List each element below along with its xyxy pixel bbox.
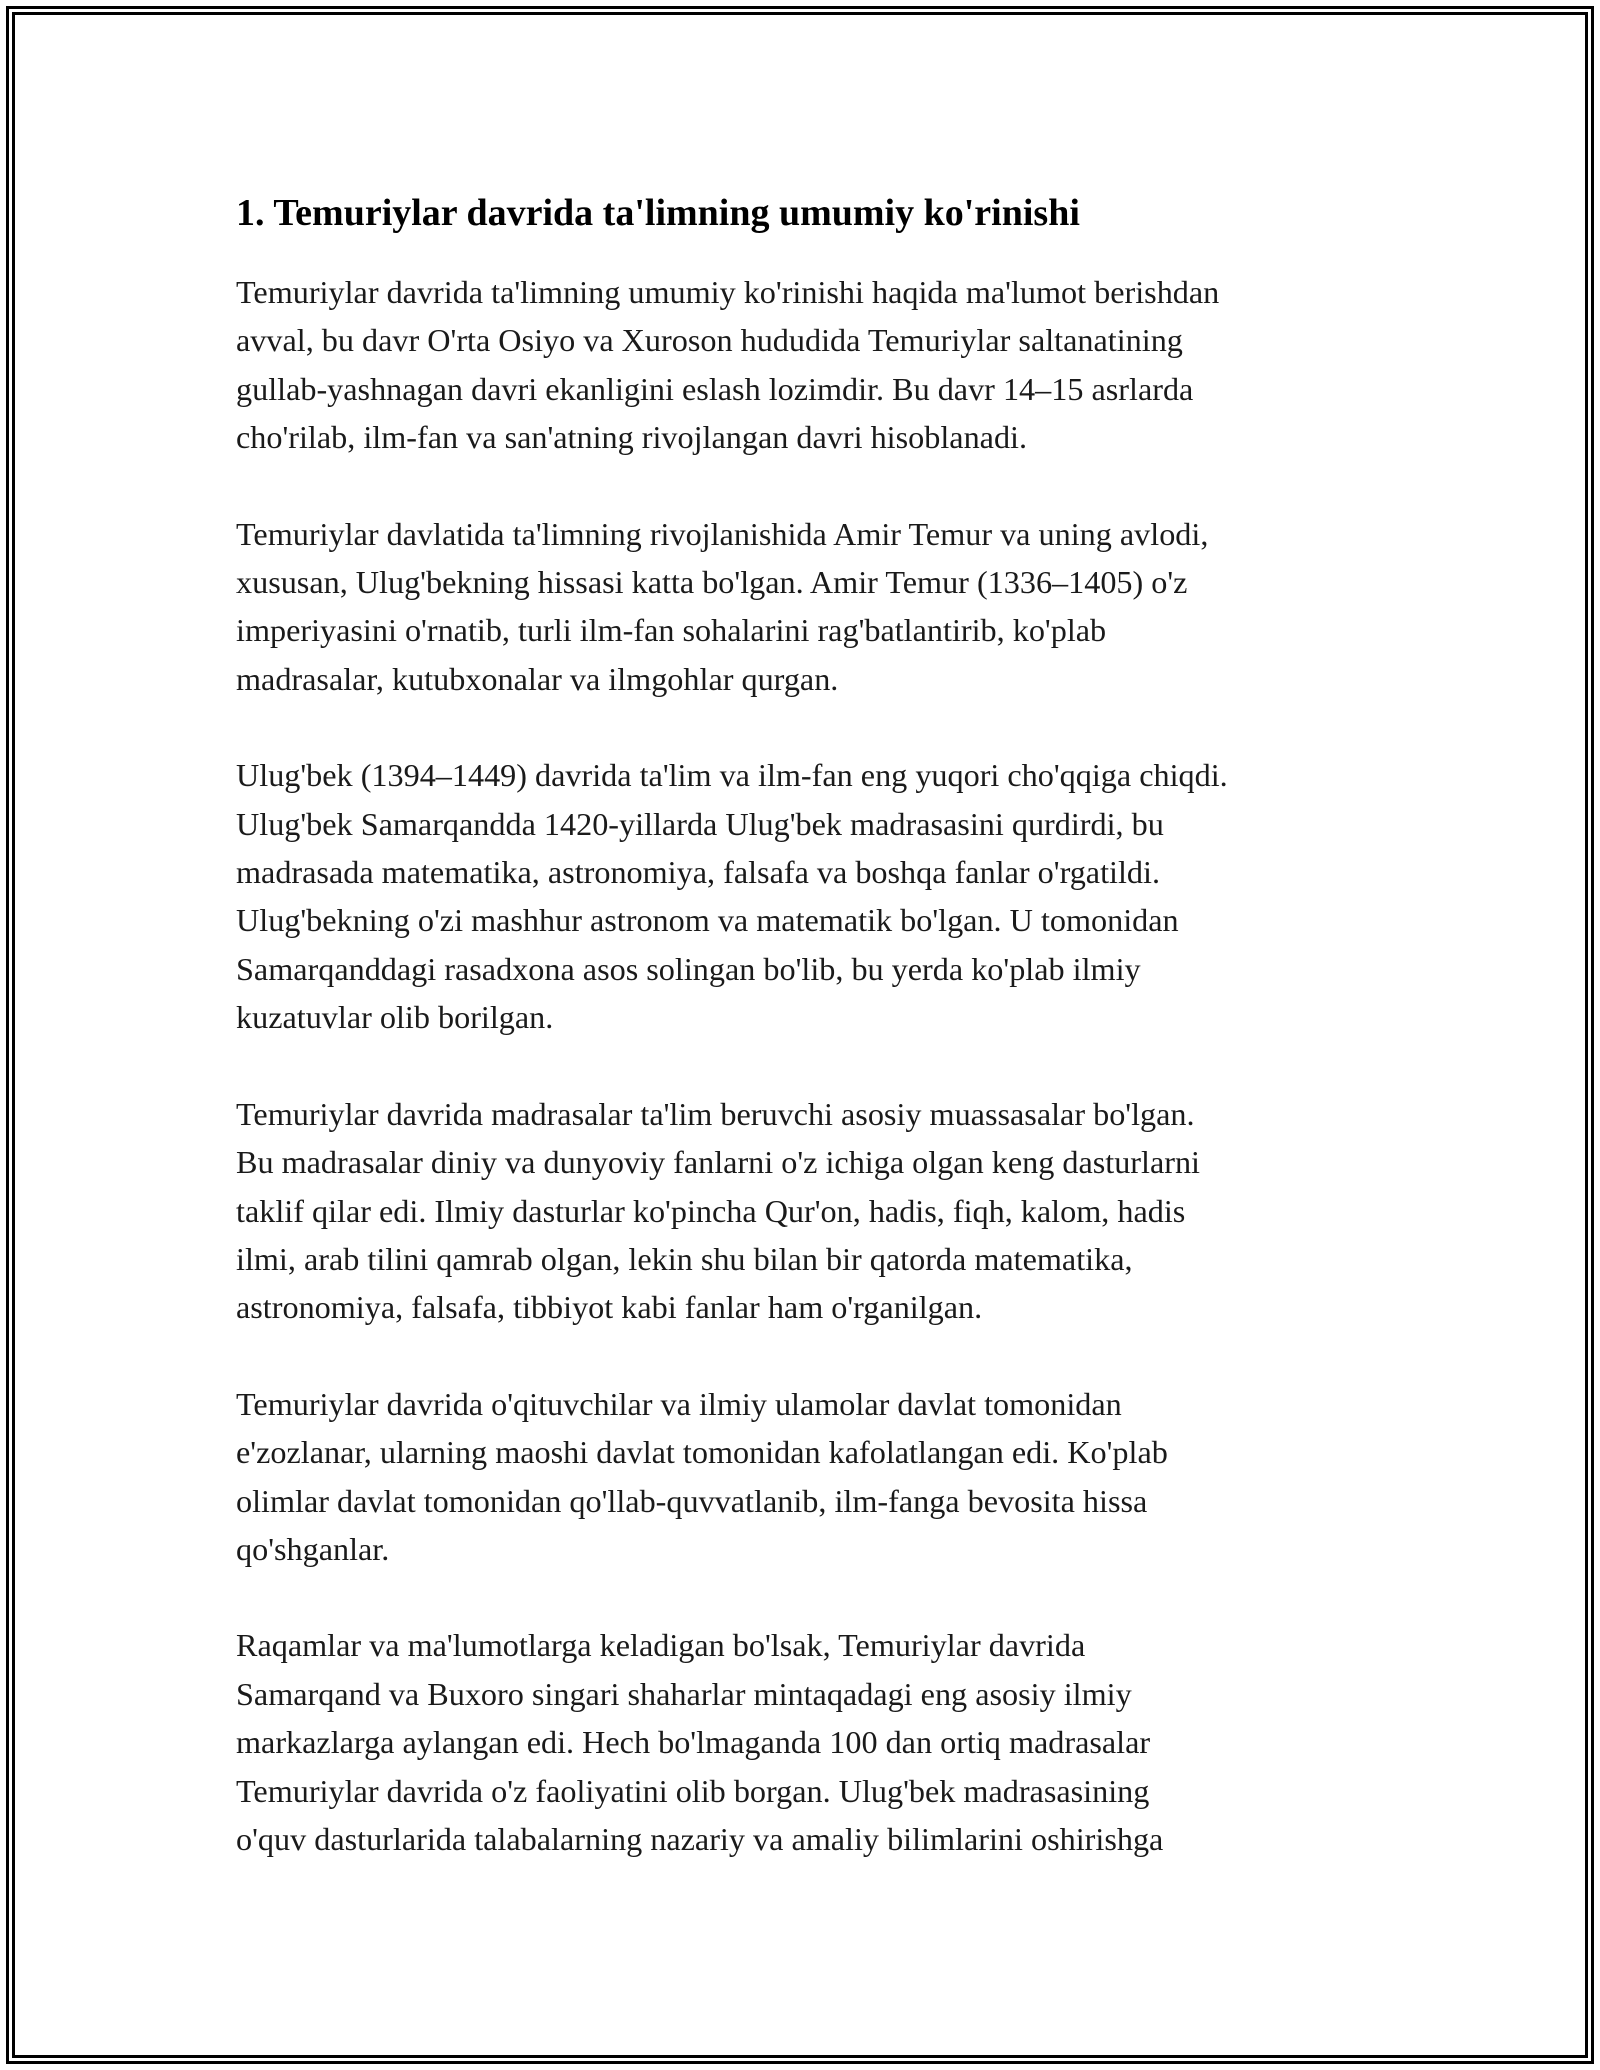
text-line: Temuriylar davlatida ta'limning rivojlanishida Amir Temur va uning avlodi, [236, 515, 1209, 552]
text-line: kuzatuvlar olib borilgan. [236, 999, 554, 1036]
paragraph-3 [236, 751, 1366, 1041]
text-line: Samarqanddagi rasadxona asos solingan bo'lib, bu yerda ko'plab ilmiy [236, 950, 1141, 987]
text-line: Samarqand va Buxoro singari shaharlar mintaqadagi eng asosiy ilmiy [236, 1675, 1132, 1712]
text-line: avval, bu davr O'rta Osiyo va Xuroson hududida Temuriylar saltanatining [236, 322, 1183, 359]
paragraph-2 [236, 510, 1366, 704]
text-line: madrasalar, kutubxonalar va ilmgohlar qurgan. [236, 660, 839, 697]
text-line: Ulug'bek (1394–1449) davrida ta'lim va ilm-fan eng yuqori cho'qqiga chiqdi. [236, 757, 1228, 794]
text-line: astronomiya, falsafa, tibbiyot kabi fanlar ham o'rganilgan. [236, 1289, 983, 1326]
text-line: ilmi, arab tilini qamrab olgan, lekin shu bilan bir qatorda matematika, [236, 1240, 1133, 1277]
text-line: Temuriylar davrida o'qituvchilar va ilmiy ulamolar davlat tomonidan [236, 1385, 1122, 1422]
paragraph-5 [236, 1380, 1366, 1574]
text-line: Temuriylar davrida o'z faoliyatini olib borgan. Ulug'bek madrasasining [236, 1772, 1150, 1809]
text-line: madrasada matematika, astronomiya, falsafa va boshqa fanlar o'rgatildi. [236, 854, 1160, 891]
text-line: Raqamlar va ma'lumotlarga keladigan bo'lsak, Temuriylar davrida [236, 1627, 1086, 1664]
text-line: Bu madrasalar diniy va dunyoviy fanlarni o'z ichiga olgan keng dasturlarni [236, 1144, 1200, 1181]
text-line: qo'shganlar. [236, 1530, 390, 1567]
text-line: Temuriylar davrida ta'limning umumiy ko'rinishi haqida ma'lumot berishdan [236, 274, 1220, 310]
text-line: imperiyasini o'rnatib, turli ilm-fan sohalarini rag'batlantirib, ko'plab [236, 612, 1107, 649]
document-body [236, 184, 1366, 1911]
text-line: gullab-yashnagan davri ekanligini eslash lozimdir. Bu davr 14–15 asrlarda [236, 370, 1194, 407]
text-line: Ulug'bekning o'zi mashhur astronom va matematik bo'lgan. U tomonidan [236, 902, 1179, 939]
text-line: o'quv dasturlarida talabalarning nazariy va amaliy bilimlarini oshirishga [236, 1820, 1164, 1857]
text-line: Temuriylar davrida madrasalar ta'lim beruvchi asosiy muassasalar bo'lgan. [236, 1095, 1195, 1132]
text-line: xususan, Ulug'bekning hissasi katta bo'lgan. Amir Temur (1336–1405) o'z [236, 564, 1188, 601]
paragraph-6 [236, 1621, 1366, 1863]
text-line: olimlar davlat tomonidan qo'llab-quvvatlanib, ilm-fanga bevosita hissa [236, 1482, 1148, 1519]
text-line: cho'rilab, ilm-fan va san'atning rivojlangan davri hisoblanadi. [236, 419, 1028, 456]
paragraph-1 [236, 268, 1366, 462]
text-line: Ulug'bek Samarqandda 1420-yillarda Ulug'bek madrasasini qurdirdi, bu [236, 805, 1164, 842]
text-line: e'zozlanar, ularning maoshi davlat tomonidan kafolatlangan edi. Ko'plab [236, 1434, 1168, 1471]
paragraph-4 [236, 1090, 1366, 1332]
text-line: markazlarga aylangan edi. Hech bo'lmaganda 100 dan ortiq madrasalar [236, 1724, 1151, 1761]
text-line: taklif qilar edi. Ilmiy dasturlar ko'pincha Qur'on, hadis, fiqh, kalom, hadis [236, 1192, 1186, 1229]
section-heading: 1. Temuriylar davrida ta'limning umumiy ko'rinishi [236, 192, 1080, 234]
